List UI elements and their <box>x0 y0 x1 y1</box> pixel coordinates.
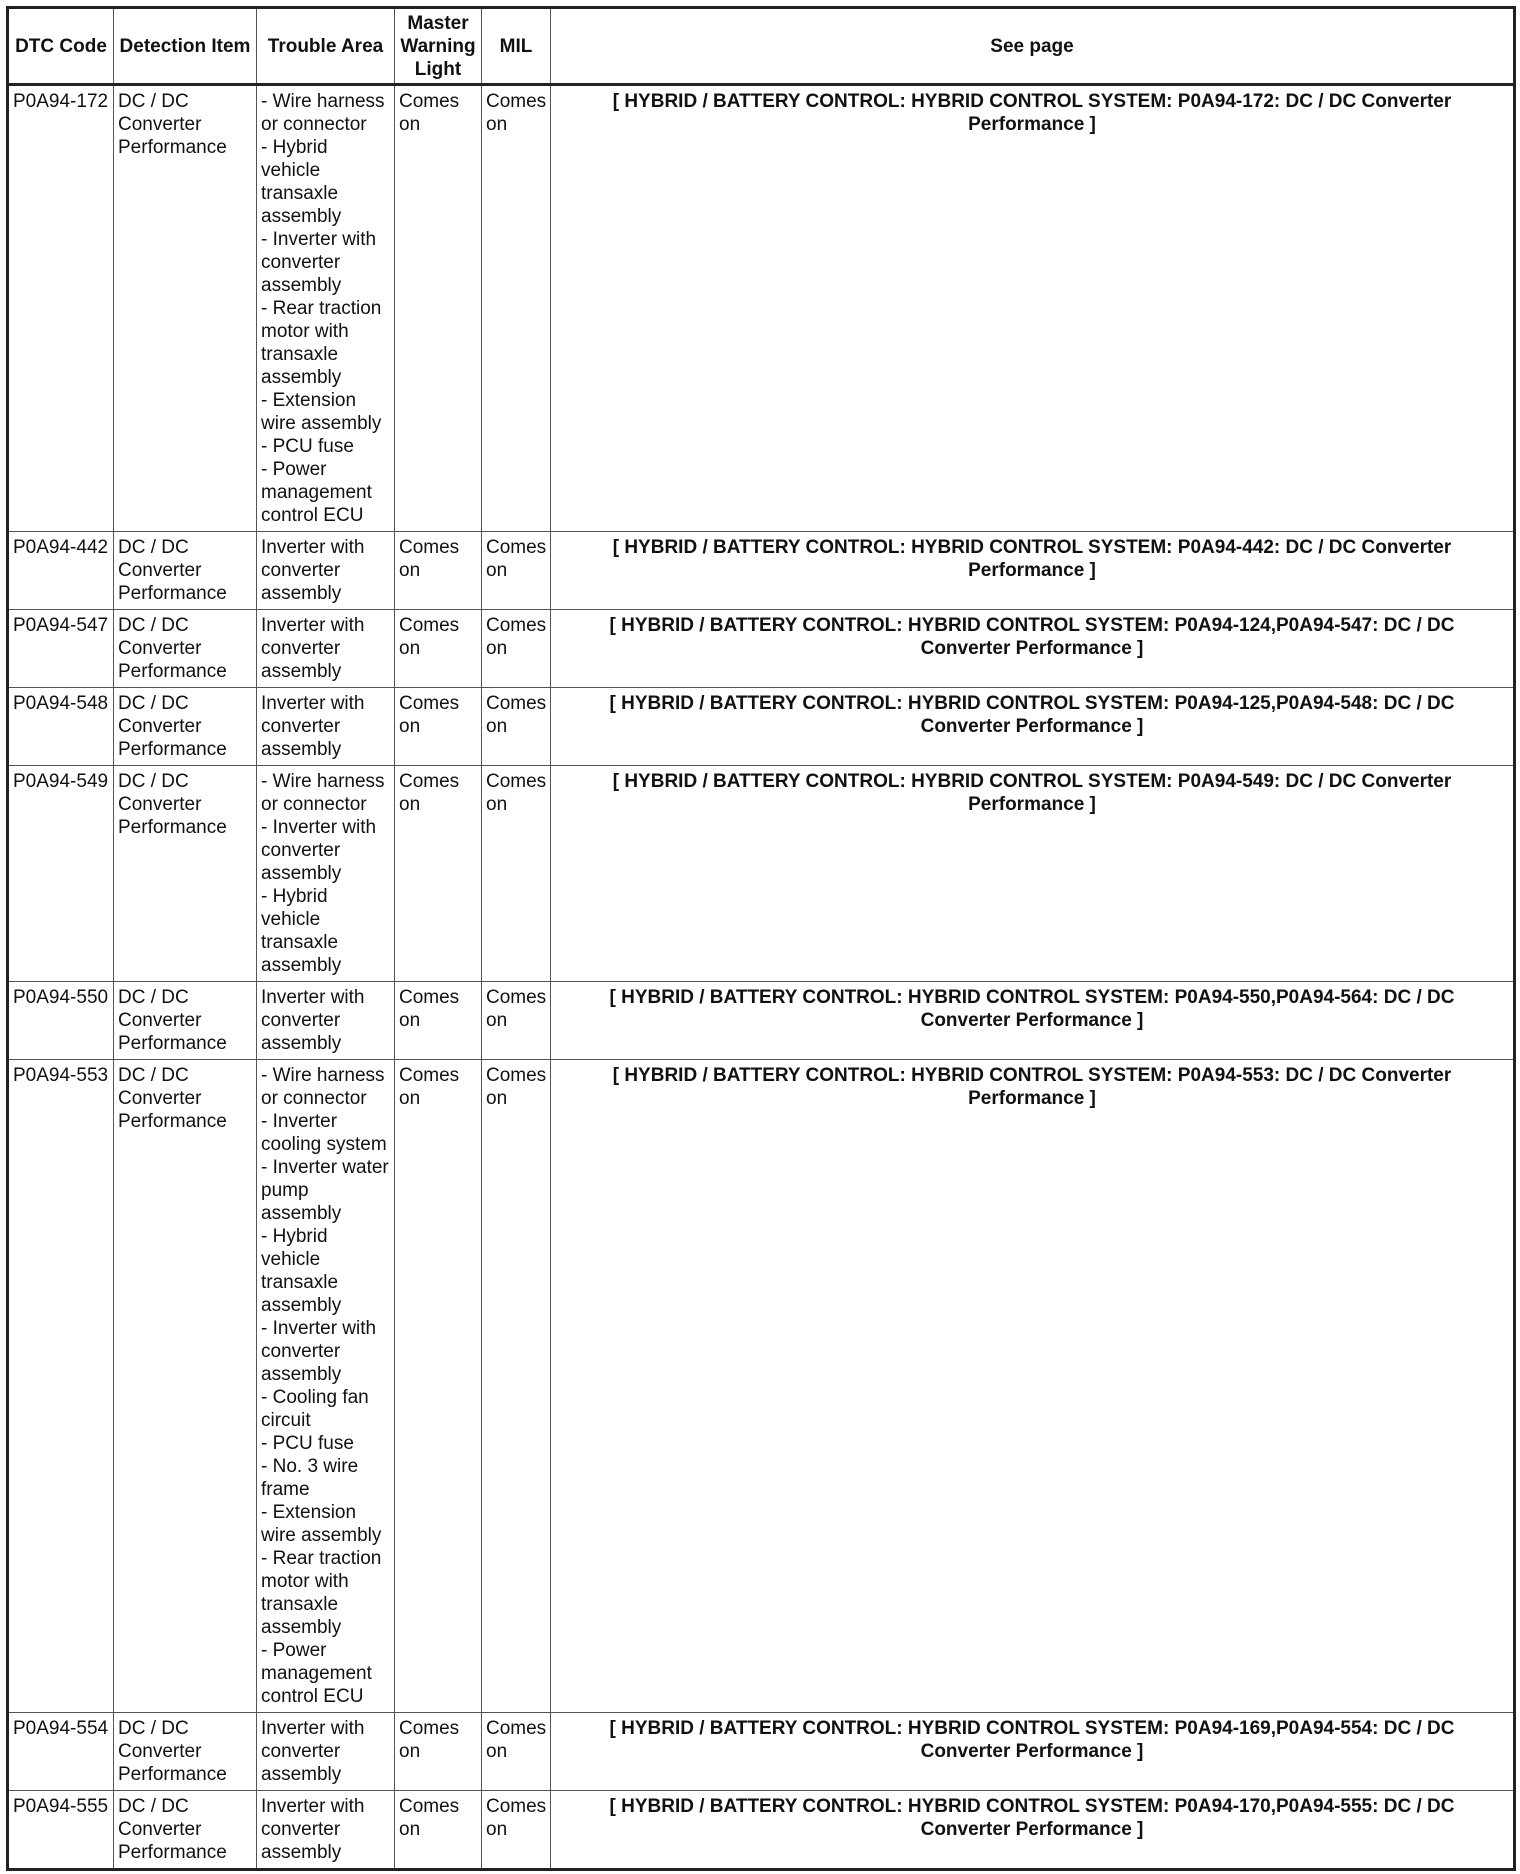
see-page-link[interactable]: [ HYBRID / BATTERY CONTROL: HYBRID CONTROL SYSTEM: P0A94-549: DC / DC Converter Performance ] <box>551 766 1515 982</box>
trouble-area-item: - PCU fuse <box>261 1433 354 1454</box>
trouble-area-item: - Extension wire assembly <box>261 1502 382 1546</box>
trouble-area-cell <box>257 1060 395 1713</box>
dtc-table <box>6 6 1516 1871</box>
master-warning-cell: Comes on <box>395 532 482 610</box>
trouble-area-item: - Rear traction motor with transaxle assembly <box>261 1548 382 1638</box>
dtc-code-cell: P0A94-553 <box>8 1060 114 1713</box>
trouble-area-item: - Power management control ECU <box>261 1640 372 1707</box>
mil-cell: Comes on <box>482 688 551 766</box>
trouble-area-item: Inverter with converter assembly <box>261 1718 365 1785</box>
dtc-code-cell: P0A94-555 <box>8 1791 114 1870</box>
trouble-area-cell <box>257 532 395 610</box>
see-page-link[interactable]: [ HYBRID / BATTERY CONTROL: HYBRID CONTROL SYSTEM: P0A94-172: DC / DC Converter Performance ] <box>551 85 1515 532</box>
trouble-area-item: Inverter with converter assembly <box>261 1796 365 1863</box>
mil-cell: Comes on <box>482 982 551 1060</box>
trouble-area-item: - Inverter with converter assembly <box>261 229 377 296</box>
dtc-code-cell: P0A94-548 <box>8 688 114 766</box>
mil-cell: Comes on <box>482 1060 551 1713</box>
table-row <box>8 532 1515 610</box>
table-body <box>8 85 1515 1870</box>
trouble-area-item: - Inverter cooling system <box>261 1111 387 1155</box>
master-warning-cell: Comes on <box>395 1713 482 1791</box>
mil-cell: Comes on <box>482 1791 551 1870</box>
mil-cell: Comes on <box>482 532 551 610</box>
mil-cell: Comes on <box>482 1713 551 1791</box>
table-row <box>8 85 1515 532</box>
detection-item-cell: DC / DC Converter Performance <box>114 1060 257 1713</box>
trouble-area-item: - Inverter with converter assembly <box>261 1318 377 1385</box>
trouble-area-item: - Inverter water pump assembly <box>261 1157 389 1224</box>
master-warning-cell: Comes on <box>395 766 482 982</box>
trouble-area-cell <box>257 688 395 766</box>
header-see-page: See page <box>551 8 1515 85</box>
trouble-area-item: - Power management control ECU <box>261 459 372 526</box>
table-row <box>8 610 1515 688</box>
trouble-area-item: Inverter with converter assembly <box>261 987 365 1054</box>
detection-item-cell: DC / DC Converter Performance <box>114 1713 257 1791</box>
dtc-code-cell: P0A94-442 <box>8 532 114 610</box>
trouble-area-cell <box>257 982 395 1060</box>
detection-item-cell: DC / DC Converter Performance <box>114 688 257 766</box>
trouble-area-item: - PCU fuse <box>261 436 354 457</box>
trouble-area-item: Inverter with converter assembly <box>261 693 365 760</box>
trouble-area-item: Inverter with converter assembly <box>261 615 365 682</box>
trouble-area-item: - Hybrid vehicle transaxle assembly <box>261 886 342 976</box>
see-page-link[interactable]: [ HYBRID / BATTERY CONTROL: HYBRID CONTROL SYSTEM: P0A94-125,P0A94-548: DC / DC Converter Performance ] <box>551 688 1515 766</box>
trouble-area-item: - Wire harness or connector <box>261 91 385 135</box>
see-page-link[interactable]: [ HYBRID / BATTERY CONTROL: HYBRID CONTROL SYSTEM: P0A94-169,P0A94-554: DC / DC Converter Performance ] <box>551 1713 1515 1791</box>
table-row <box>8 688 1515 766</box>
trouble-area-item: Inverter with converter assembly <box>261 537 365 604</box>
trouble-area-cell <box>257 1791 395 1870</box>
trouble-area-item: - Hybrid vehicle transaxle assembly <box>261 1226 342 1316</box>
header-detection-item: Detection Item <box>114 8 257 85</box>
table-row <box>8 982 1515 1060</box>
header-dtc-code: DTC Code <box>8 8 114 85</box>
trouble-area-item: - Cooling fan circuit <box>261 1387 369 1431</box>
master-warning-cell: Comes on <box>395 982 482 1060</box>
see-page-link[interactable]: [ HYBRID / BATTERY CONTROL: HYBRID CONTROL SYSTEM: P0A94-553: DC / DC Converter Performance ] <box>551 1060 1515 1713</box>
trouble-area-item: - Wire harness or connector <box>261 1065 385 1109</box>
dtc-code-cell: P0A94-172 <box>8 85 114 532</box>
table-row <box>8 766 1515 982</box>
master-warning-cell: Comes on <box>395 85 482 532</box>
table-header-row <box>8 8 1515 85</box>
mil-cell: Comes on <box>482 610 551 688</box>
trouble-area-item: - Extension wire assembly <box>261 390 382 434</box>
detection-item-cell: DC / DC Converter Performance <box>114 766 257 982</box>
see-page-link[interactable]: [ HYBRID / BATTERY CONTROL: HYBRID CONTROL SYSTEM: P0A94-170,P0A94-555: DC / DC Converter Performance ] <box>551 1791 1515 1870</box>
table-row <box>8 1713 1515 1791</box>
trouble-area-item: - Wire harness or connector <box>261 771 385 815</box>
master-warning-cell: Comes on <box>395 688 482 766</box>
trouble-area-cell <box>257 766 395 982</box>
detection-item-cell: DC / DC Converter Performance <box>114 1791 257 1870</box>
table-row <box>8 1791 1515 1870</box>
trouble-area-cell <box>257 1713 395 1791</box>
header-master-warning-light: Master Warning Light <box>395 8 482 85</box>
trouble-area-item: - Hybrid vehicle transaxle assembly <box>261 137 342 227</box>
see-page-link[interactable]: [ HYBRID / BATTERY CONTROL: HYBRID CONTROL SYSTEM: P0A94-124,P0A94-547: DC / DC Converter Performance ] <box>551 610 1515 688</box>
table-row <box>8 1060 1515 1713</box>
see-page-link[interactable]: [ HYBRID / BATTERY CONTROL: HYBRID CONTROL SYSTEM: P0A94-550,P0A94-564: DC / DC Converter Performance ] <box>551 982 1515 1060</box>
master-warning-cell: Comes on <box>395 1060 482 1713</box>
detection-item-cell: DC / DC Converter Performance <box>114 85 257 532</box>
header-mil: MIL <box>482 8 551 85</box>
master-warning-cell: Comes on <box>395 1791 482 1870</box>
trouble-area-cell <box>257 610 395 688</box>
mil-cell: Comes on <box>482 85 551 532</box>
dtc-code-cell: P0A94-550 <box>8 982 114 1060</box>
detection-item-cell: DC / DC Converter Performance <box>114 532 257 610</box>
master-warning-cell: Comes on <box>395 610 482 688</box>
detection-item-cell: DC / DC Converter Performance <box>114 610 257 688</box>
see-page-link[interactable]: [ HYBRID / BATTERY CONTROL: HYBRID CONTROL SYSTEM: P0A94-442: DC / DC Converter Performance ] <box>551 532 1515 610</box>
dtc-code-cell: P0A94-554 <box>8 1713 114 1791</box>
trouble-area-item: - No. 3 wire frame <box>261 1456 359 1500</box>
dtc-code-cell: P0A94-549 <box>8 766 114 982</box>
detection-item-cell: DC / DC Converter Performance <box>114 982 257 1060</box>
dtc-code-cell: P0A94-547 <box>8 610 114 688</box>
header-trouble-area: Trouble Area <box>257 8 395 85</box>
trouble-area-item: - Rear traction motor with transaxle assembly <box>261 298 382 388</box>
trouble-area-cell <box>257 85 395 532</box>
mil-cell: Comes on <box>482 766 551 982</box>
trouble-area-item: - Inverter with converter assembly <box>261 817 377 884</box>
